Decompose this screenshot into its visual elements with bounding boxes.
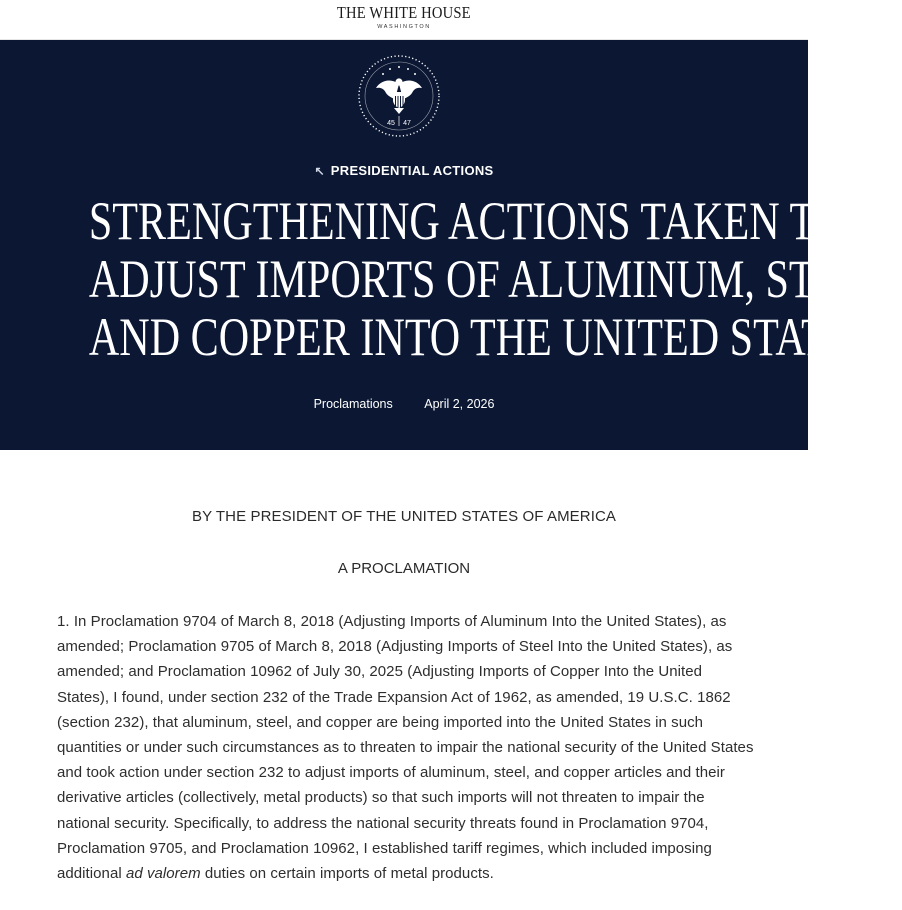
seal-number-right: 47 [403,120,411,127]
page-title-line: ADJUST IMPORTS OF ALUMINUM, STEEL, [88,249,902,309]
page-title [0,191,902,367]
presidential-seal-icon [357,54,441,138]
category-link[interactable]: Proclamations [313,397,393,411]
seal-number-left: 45 [387,120,395,127]
site-subtitle: WASHINGTON [377,24,431,30]
page-title-line: AND COPPER INTO THE UNITED STATES [88,307,877,367]
proclamation-heading: A PROCLAMATION [337,560,471,577]
hero-banner [0,40,902,450]
site-name: THE WHITE HOUSE [337,3,471,22]
paragraph-text-end: duties on certain imports of metal products. [200,865,494,883]
section-link-label: PRESIDENTIAL ACTIONS [330,163,494,178]
site-logo-link[interactable] [0,4,808,31]
byline: BY THE PRESIDENT OF THE UNITED STATES OF AMERICA [191,508,617,525]
post-meta [0,397,808,411]
arrow-up-left-icon: ↖ [314,164,325,178]
page-title-line: STRENGTHENING ACTIONS TAKEN TO [88,191,845,251]
site-header [0,0,808,40]
paragraph-italic-text: ad valorem [125,865,201,883]
post-date: April 2, 2026 [424,397,495,411]
paragraph-text: 1. In Proclamation 9704 of March 8, 2018 (Adjusting Imports of Aluminum Into the United States), as amended; Proclamation 9705 of March 8, 2018 (Adjusting Imports of Steel Into the United States), as amended; and Proclamation 10962 of July 30, 2025 (Adjusting Imports of Copper Into the United States), I found, under section 232 of the Trade Expansion Act of 1962, as amended, 19 U.S.C. 1862 (section 232), that aluminum, steel, and copper are being imported into the United States in such quantities or under such circumstances as to threaten to impair the national security of the United States and took action under section 232 to adjust imports of aluminum, steel, and copper articles and their derivative articles (collectively, metal products) so that such imports will not threaten to impair the national security. Specifically, to address the national security threats found in Proclamation 9704, Proclamation 9705, and Proclamation 10962, I established tariff regimes, which included imposing additional [57,613,754,883]
presidential-actions-link[interactable] [0,163,808,178]
article-paragraph [57,609,757,886]
